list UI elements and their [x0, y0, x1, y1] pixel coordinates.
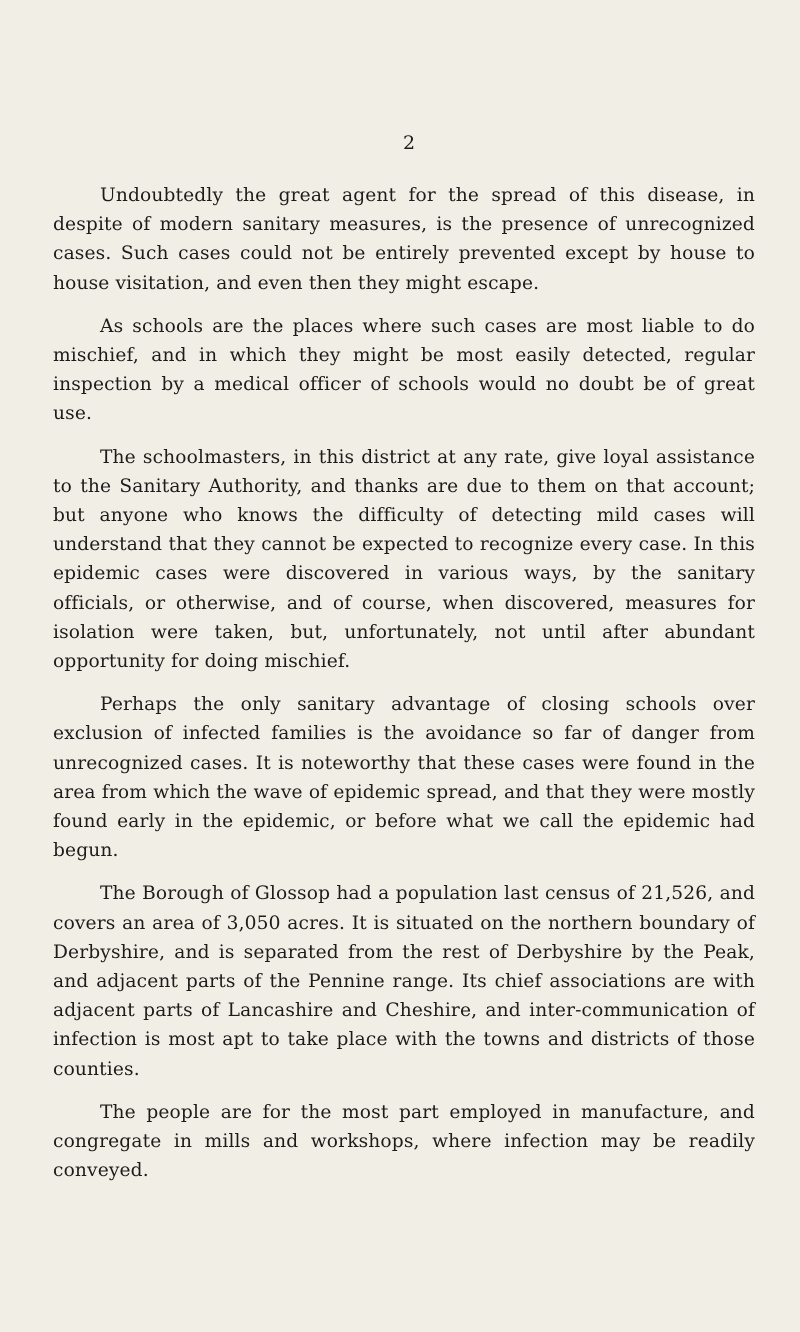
paragraph-people-employment: The people are for the most part employed in manufacture, and congregate in mills and workshops, where infection may be readily conveyed. — [53, 1101, 755, 1182]
paragraph-schoolmasters: The schoolmasters, in this district at any rate, give loyal assistance to the Sanitary Authority, and thanks are due to them on that account; but anyone who knows the difficulty of detecting mild cases will understand that they cannot be expected to recognize every case. In this epidemic cases were discovered in various ways, by the sanitary officials, or otherwise, and of course, when discovered, measures for isolation were taken, but, unfortunately, not until after abundant opportunity for doing mischief. — [53, 446, 755, 673]
paragraph-borough-of-glossop: The Borough of Glossop had a population last census of 21,526, and covers an area of 3,050 acres. It is situated on the northern boundary of Derbyshire, and is separated from the rest of Derbyshire by the Peak, and adjacent parts of the Pennine range. Its chief associations are with adjacent parts of Lancashire and Cheshire, and inter-communication of infection is most apt to take place with the towns and districts of those counties. — [53, 883, 755, 1080]
page-number: 2 — [402, 132, 416, 154]
paragraph-school-inspection: As schools are the places where such cases are most liable to do mischief, and in which they might be most easily detected, regular inspection by a medical officer of schools would no doubt be of great use. — [53, 315, 755, 425]
body-text — [53, 181, 755, 1200]
paragraph-closing-schools: Perhaps the only sanitary advantage of closing schools over exclusion of infected families is the avoidance so far of danger from unrecognized cases. It is noteworthy that these cases were found in the area from which the wave of epidemic spread, and that they were mostly found early in the epidemic, or before what we call the epidemic had begun. — [53, 694, 755, 862]
paragraph-unrecognized-cases: Undoubtedly the great agent for the spread of this disease, in despite of modern sanitary measures, is the presence of unrecognized cases. Such cases could not be entirely prevented except by house to house visitation, and even then they might escape. — [53, 185, 755, 294]
